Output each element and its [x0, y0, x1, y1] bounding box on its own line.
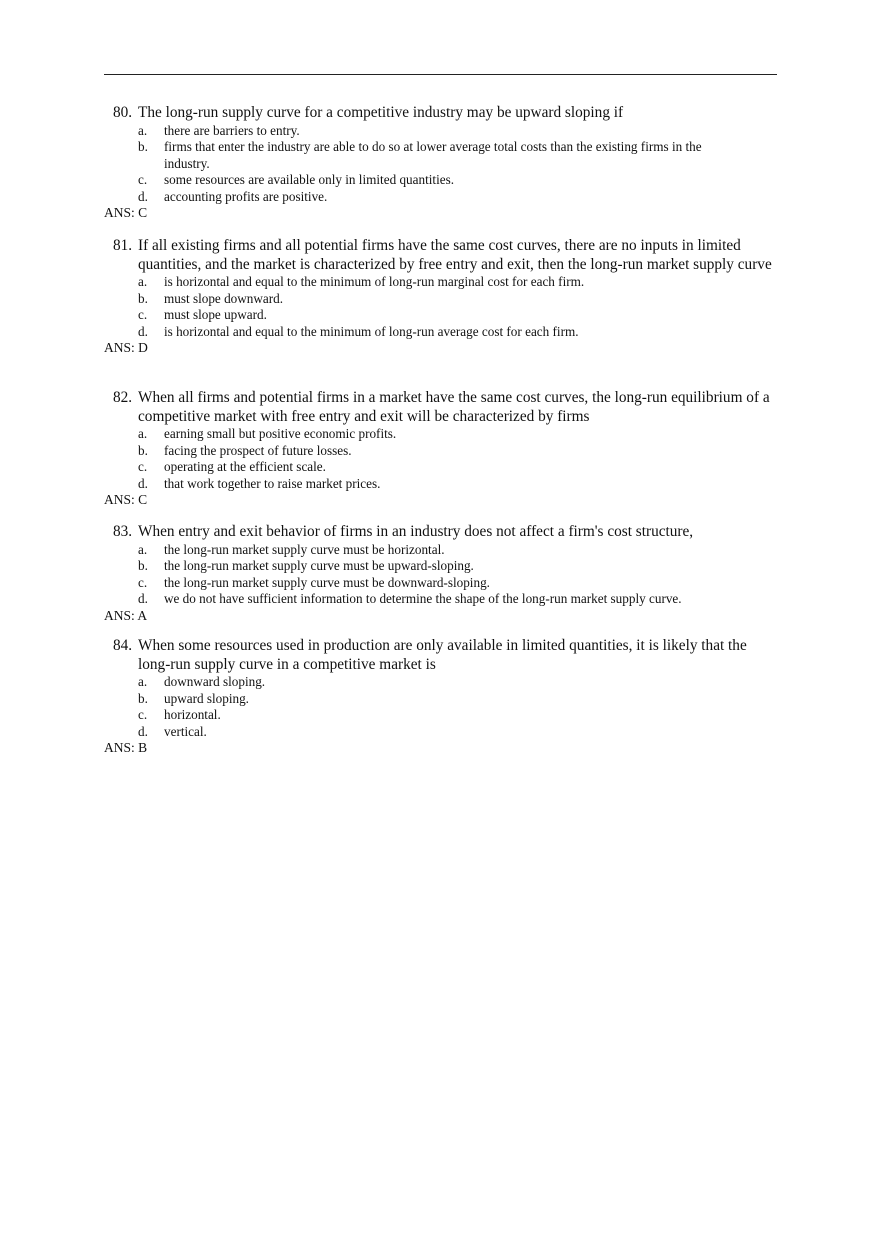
choice-text: we do not have sufficient information to determine the shape of the long-run market supply curve. — [164, 591, 682, 607]
choice-letter: d. — [138, 323, 148, 339]
choice-b — [104, 291, 774, 308]
question-text: If all existing firms and all potential firms have the same cost curves, there are no inputs in limited quantities, and the market is characterized by free entry and exit, then the long-run market supply curve — [138, 237, 772, 273]
choice-text: the long-run market supply curve must be downward-sloping. — [164, 574, 490, 590]
question-number: 82. — [113, 389, 133, 406]
choice-text: is horizontal and equal to the minimum of long-run average cost for each firm. — [164, 323, 579, 339]
question-number: 83. — [113, 523, 133, 540]
choice-letter: d. — [138, 475, 148, 491]
choice-letter: a. — [138, 426, 148, 441]
choice-d — [104, 324, 774, 341]
answer-key: ANS: B — [104, 740, 148, 756]
choice-b — [104, 443, 774, 460]
choice-text: must slope downward. — [164, 290, 284, 306]
choice-text: downward sloping. — [164, 674, 266, 689]
question-80 — [104, 104, 774, 222]
question-84 — [104, 637, 774, 757]
choice-text: operating at the efficient scale. — [164, 459, 326, 475]
choice-b — [104, 691, 774, 708]
choice-letter: b. — [138, 139, 148, 155]
choice-a — [104, 674, 774, 691]
choice-b — [104, 558, 774, 575]
choice-a — [104, 426, 774, 443]
question-83 — [104, 523, 774, 624]
choice-d — [104, 189, 774, 206]
choice-c — [104, 172, 774, 189]
choice-a — [104, 123, 774, 140]
question-text: When all firms and potential firms in a market have the same cost curves, the long-run equilibrium of a competitive market with free entry and exit will be characterized by firms — [138, 389, 770, 425]
answer-key: ANS: A — [104, 607, 148, 623]
choice-letter: b. — [138, 558, 148, 574]
choice-a — [104, 274, 774, 291]
choice-letter: b. — [138, 442, 148, 458]
choice-text: accounting profits are positive. — [164, 188, 328, 204]
choice-d — [104, 476, 774, 493]
question-text: The long-run supply curve for a competitive industry may be upward sloping if — [138, 104, 624, 121]
choice-d — [104, 591, 774, 608]
choice-letter: b. — [138, 290, 148, 306]
question-number: 81. — [113, 237, 133, 254]
question-stem — [104, 237, 774, 274]
choice-letter: d. — [138, 591, 148, 607]
choice-text: the long-run market supply curve must be upward-sloping. — [164, 558, 474, 574]
choice-c — [104, 307, 774, 324]
choice-letter: a. — [138, 122, 148, 138]
choice-text: is horizontal and equal to the minimum of long-run marginal cost for each firm. — [164, 274, 585, 289]
choice-c — [104, 575, 774, 592]
choice-letter: c. — [138, 307, 148, 323]
choice-letter: c. — [138, 574, 148, 590]
choice-b — [104, 139, 734, 172]
choice-text: that work together to raise market prices. — [164, 475, 381, 491]
choice-text: earning small but positive economic profits. — [164, 426, 397, 441]
choice-letter: b. — [138, 690, 148, 706]
choice-text: facing the prospect of future losses. — [164, 442, 352, 458]
question-number: 80. — [113, 104, 133, 121]
choice-text: upward sloping. — [164, 690, 249, 706]
question-number: 84. — [113, 637, 133, 654]
choice-text: the long-run market supply curve must be horizontal. — [164, 541, 445, 557]
choice-text: firms that enter the industry are able to do so at lower average total costs than the existing firms in the industry. — [164, 139, 702, 171]
answer-key: ANS: C — [104, 492, 148, 508]
question-text: When some resources used in production are only available in limited quantities, it is likely that the long-run supply curve in a competitive market is — [138, 637, 747, 673]
question-text: When entry and exit behavior of firms in an industry does not affect a firm's cost structure, — [138, 523, 694, 540]
choice-text: vertical. — [164, 723, 207, 739]
question-82 — [104, 389, 774, 509]
choice-c — [104, 707, 774, 724]
choice-letter: c. — [138, 172, 148, 188]
choice-d — [104, 724, 774, 741]
choice-a — [104, 542, 774, 559]
answer-key: ANS: D — [104, 340, 148, 356]
choice-letter: c. — [138, 459, 148, 475]
choice-letter: d. — [138, 723, 148, 739]
question-stem — [104, 389, 774, 426]
question-stem — [104, 104, 774, 123]
choice-text: horizontal. — [164, 707, 221, 723]
choice-letter: c. — [138, 707, 148, 723]
choice-letter: d. — [138, 188, 148, 204]
choice-letter: a. — [138, 541, 148, 557]
header-rule — [104, 74, 777, 75]
choice-text: must slope upward. — [164, 307, 267, 323]
answer-key: ANS: C — [104, 205, 148, 221]
question-stem — [104, 523, 774, 542]
choice-letter: a. — [138, 674, 148, 689]
question-81 — [104, 237, 774, 357]
choice-letter: a. — [138, 274, 148, 289]
choice-c — [104, 459, 774, 476]
choice-text: there are barriers to entry. — [164, 122, 300, 138]
question-stem — [104, 637, 774, 674]
choice-text: some resources are available only in limited quantities. — [164, 172, 455, 188]
